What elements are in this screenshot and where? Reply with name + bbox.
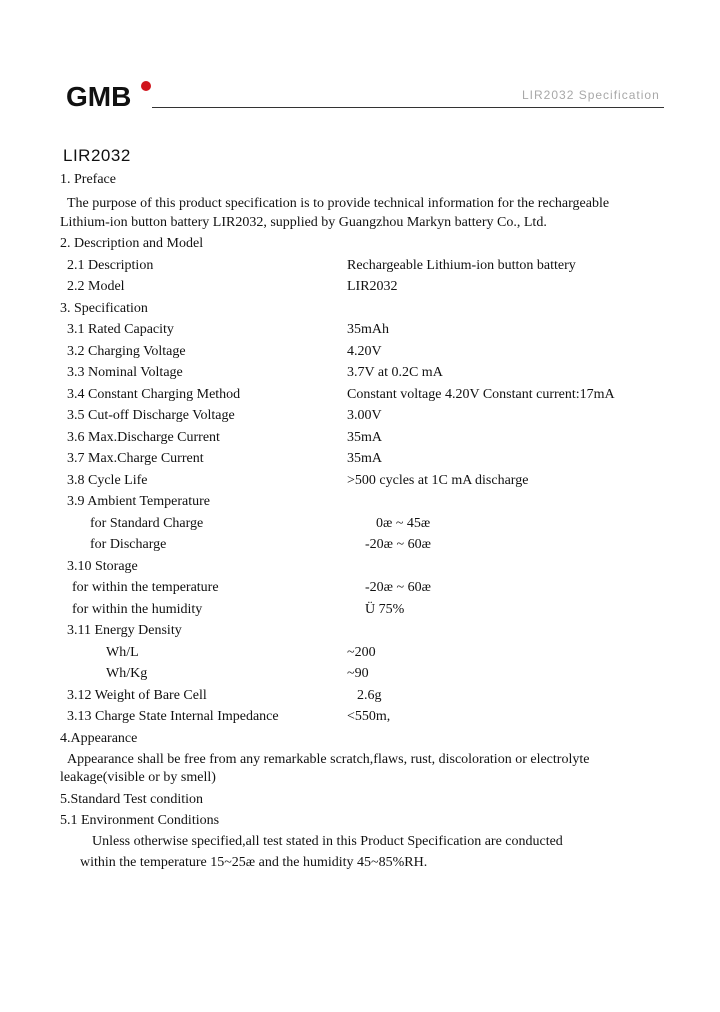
appearance-para-line2: leakage(visible or by smell) bbox=[60, 770, 216, 785]
energy-density-label: 3.11 Energy Density bbox=[67, 623, 182, 638]
environment-para-line1: Unless otherwise specified,all test stated in this Product Specification are conducted bbox=[92, 834, 563, 849]
weight-label: 3.12 Weight of Bare Cell bbox=[67, 688, 207, 703]
charging-method-value: Constant voltage 4.20V Constant current:17mA bbox=[347, 387, 615, 402]
model-value: LIR2032 bbox=[347, 279, 398, 294]
test-condition-heading: 5.Standard Test condition bbox=[60, 792, 204, 807]
wh-per-liter-label: Wh/L bbox=[106, 645, 139, 660]
logo-red-dot bbox=[141, 81, 151, 91]
cycle-life-label: 3.8 Cycle Life bbox=[67, 473, 148, 488]
ambient-temperature-label: 3.9 Ambient Temperature bbox=[67, 494, 211, 509]
environment-conditions-heading: 5.1 Environment Conditions bbox=[60, 813, 220, 828]
discharge-value: -20æ ~ 60æ bbox=[365, 537, 431, 552]
model-label: 2.2 Model bbox=[67, 279, 125, 294]
weight-value: 2.6g bbox=[357, 688, 382, 703]
wh-per-liter-value: ~200 bbox=[347, 645, 376, 660]
cutoff-voltage-label: 3.5 Cut-off Discharge Voltage bbox=[67, 408, 235, 423]
impedance-value: <550m, bbox=[347, 709, 391, 724]
appearance-para-line1: Appearance shall be free from any remarkable scratch,flaws, rust, discoloration or electrolyte bbox=[67, 752, 590, 767]
cutoff-voltage-value: 3.00V bbox=[347, 408, 382, 423]
wh-per-kg-value: ~90 bbox=[347, 666, 369, 681]
charging-voltage-value: 4.20V bbox=[347, 344, 382, 359]
logo-text: GMB bbox=[66, 81, 132, 112]
wh-per-kg-label: Wh/Kg bbox=[106, 666, 148, 681]
description-model-heading: 2. Description and Model bbox=[60, 236, 204, 251]
storage-humidity-label: for within the humidity bbox=[72, 602, 203, 617]
page-title: LIR2032 bbox=[63, 146, 131, 165]
max-charge-value: 35mA bbox=[347, 451, 382, 466]
preface-para-line1: The purpose of this product specification is to provide technical information for the rechargeable bbox=[67, 196, 610, 211]
charging-voltage-label: 3.2 Charging Voltage bbox=[67, 344, 186, 359]
max-discharge-value: 35mA bbox=[347, 430, 382, 445]
gmb-logo-graphic bbox=[66, 76, 156, 112]
storage-temperature-value: -20æ ~ 60æ bbox=[365, 580, 431, 595]
charging-method-label: 3.4 Constant Charging Method bbox=[67, 387, 241, 402]
max-charge-label: 3.7 Max.Charge Current bbox=[67, 451, 204, 466]
appearance-heading: 4.Appearance bbox=[60, 731, 138, 746]
nominal-voltage-value: 3.7V at 0.2C mA bbox=[347, 365, 443, 380]
header-faint-text: LIR2032 Specification bbox=[522, 88, 660, 102]
standard-charge-label: for Standard Charge bbox=[90, 516, 204, 531]
preface-para-line2: Lithium-ion button battery LIR2032, supplied by Guangzhou Markyn battery Co., Ltd. bbox=[60, 215, 547, 230]
nominal-voltage-label: 3.3 Nominal Voltage bbox=[67, 365, 183, 380]
storage-label: 3.10 Storage bbox=[67, 559, 138, 574]
specification-heading: 3. Specification bbox=[60, 301, 148, 316]
gmb-logo bbox=[66, 76, 156, 112]
cycle-life-value: >500 cycles at 1C mA discharge bbox=[347, 473, 529, 488]
discharge-label: for Discharge bbox=[90, 537, 167, 552]
description-label: 2.1 Description bbox=[67, 258, 154, 273]
header-rule bbox=[152, 107, 664, 108]
storage-temperature-label: for within the temperature bbox=[72, 580, 219, 595]
description-value: Rechargeable Lithium-ion button battery bbox=[347, 258, 576, 273]
impedance-label: 3.13 Charge State Internal Impedance bbox=[67, 709, 279, 724]
rated-capacity-value: 35mAh bbox=[347, 322, 389, 337]
standard-charge-value: 0æ ~ 45æ bbox=[376, 516, 431, 531]
rated-capacity-label: 3.1 Rated Capacity bbox=[67, 322, 174, 337]
max-discharge-label: 3.6 Max.Discharge Current bbox=[67, 430, 220, 445]
preface-heading: 1. Preface bbox=[60, 172, 116, 187]
environment-para-line2: within the temperature 15~25æ and the humidity 45~85%RH. bbox=[80, 855, 428, 870]
storage-humidity-value: Ü 75% bbox=[365, 602, 405, 617]
